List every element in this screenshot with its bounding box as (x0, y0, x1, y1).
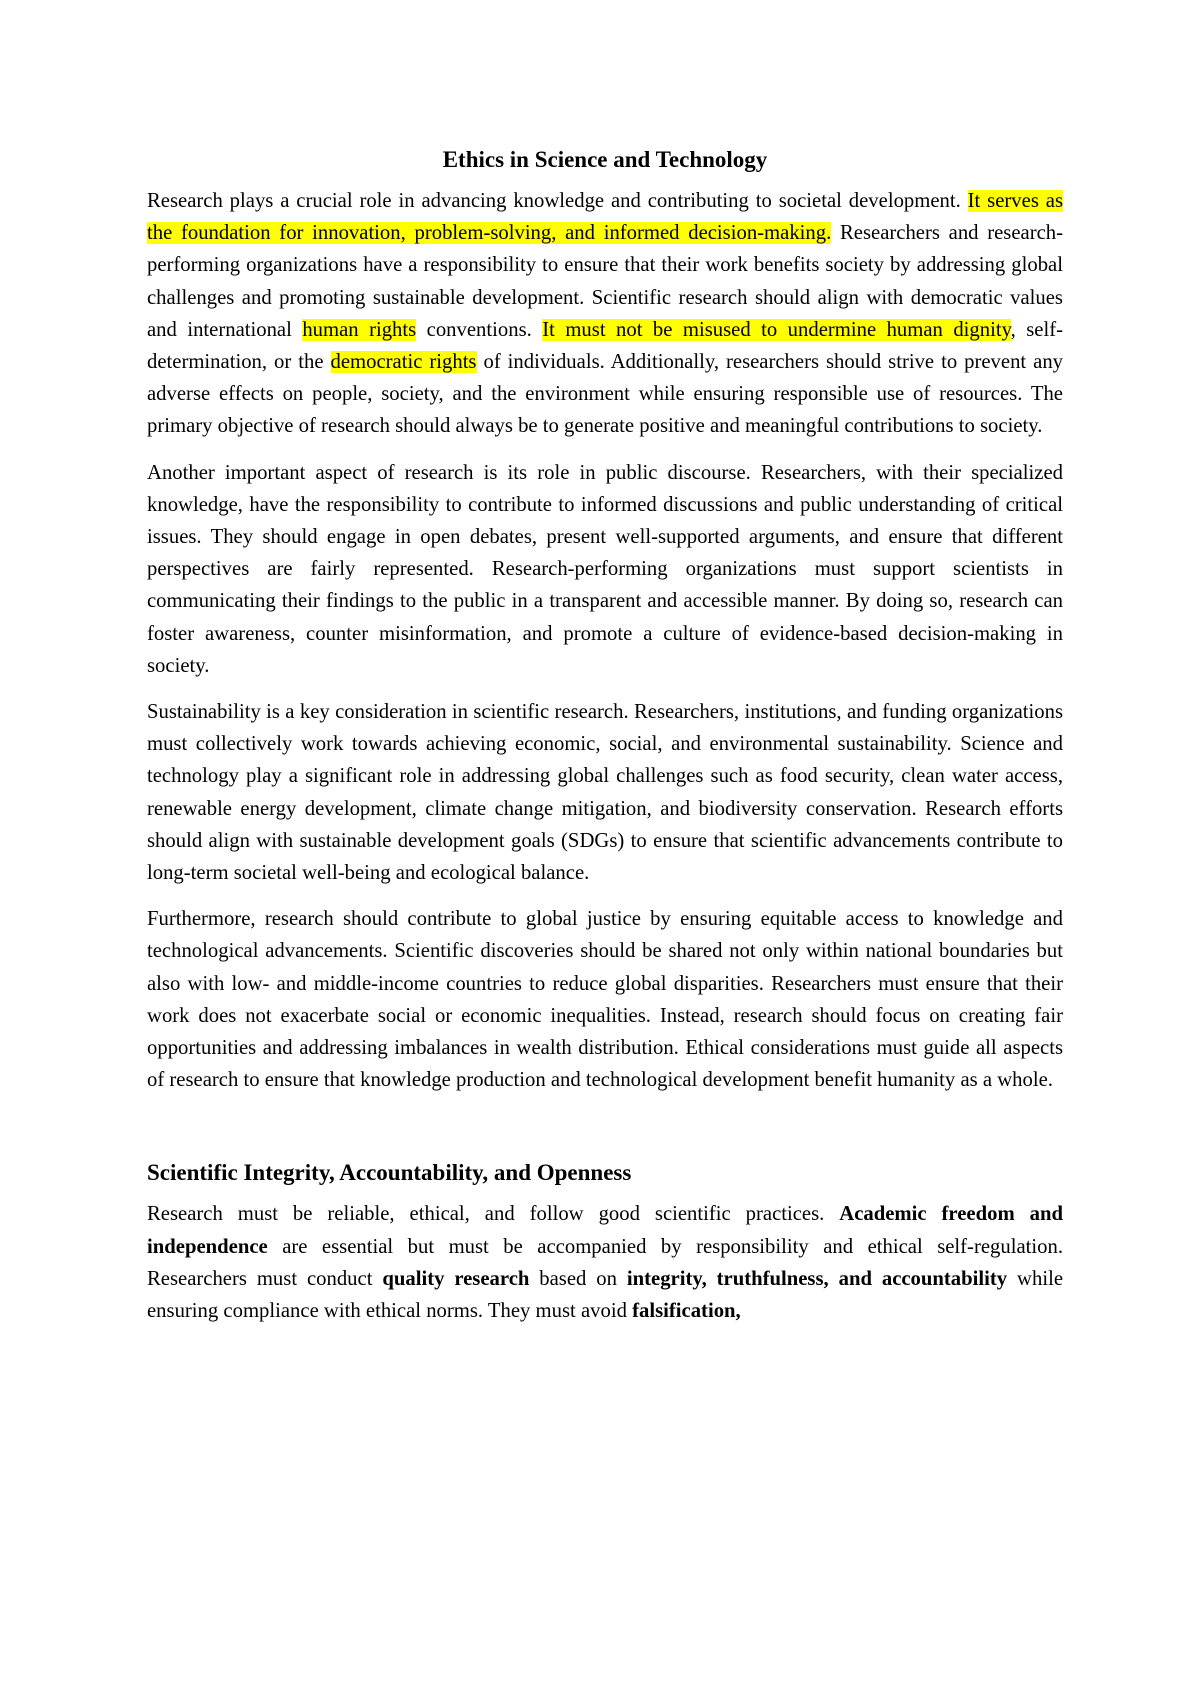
bold-text: Academic freedom and independence (147, 1203, 1063, 1258)
text-run: Sustainability is a key consideration in scientific research. Researchers, institutions, and funding organizations must collectively work towards achieving economic, social, and environmental sustainability. Science and technology play a significant role in addressing global challenges such as food security, clean water access, renewable energy development, climate change mitigation, and biodiversity conservation. Research efforts should align with sustainable development goals (SDGs) to ensure that scientific advancements contribute to long-term societal well-being and ecological balance. (147, 701, 1063, 885)
highlighted-text: human rights (302, 318, 417, 341)
paragraph-global-justice (147, 903, 1063, 1096)
text-run: Researchers and research-performing organizations have a responsibility to ensure that their work benefits society by addressing global challenges and promoting sustainable development. Scientific research should align with democratic values and international (147, 222, 1063, 341)
bold-text: falsification, (632, 1300, 741, 1323)
text-run: Furthermore, research should contribute to global justice by ensuring equitable access to knowledge and technological advancements. Scientific discoveries should be shared not only within national boundaries but also with low- and middle-income countries to reduce global disparities. Researchers must ensure that their work does not exacerbate social or economic inequalities. Instead, research should focus on creating fair opportunities and addressing imbalances in wealth distribution. Ethical considerations must guide all aspects of research to ensure that knowledge production and technological development benefit humanity as a whole. (147, 908, 1063, 1092)
text-run: while ensuring compliance with ethical norms. They must avoid (147, 1267, 1063, 1323)
paragraph-public-discourse (147, 457, 1063, 682)
text-run: conventions. (416, 318, 543, 341)
text-run: of individuals. Additionally, researchers should strive to prevent any adverse effects on people, society, and the environment while ensuring responsible use of resources. The primary objective of research should always be to generate positive and meaningful contributions to society. (147, 351, 1064, 438)
highlighted-text: It must not be misused to undermine human dignity (542, 318, 1011, 341)
bold-text: integrity, truthfulness, and accountability (626, 1267, 1008, 1290)
section-heading: Scientific Integrity, Accountability, and Openness (147, 1160, 632, 1186)
highlighted-text: It serves as the foundation for innovation, problem-solving, and informed decision-making. (147, 190, 1063, 245)
text-run: Research must be reliable, ethical, and follow good scientific practices. (147, 1203, 840, 1226)
paragraph-intro (147, 185, 1063, 443)
text-run: based on (529, 1267, 627, 1290)
text-run: , self-determination, or the (147, 318, 1063, 374)
text-run: are essential but must be accompanied by responsibility and ethical self-regulation. Researchers must conduct (147, 1235, 1063, 1290)
text-run: Another important aspect of research is its role in public discourse. Researchers, with their specialized knowledge, have the responsibility to contribute to informed discussions and public understanding of critical issues. They should engage in open debates, present well-supported arguments, and ensure that different perspectives are fairly represented. Research-performing organizations must support scientists in communicating their findings to the public in a transparent and accessible manner. By doing so, research can foster awareness, counter misinformation, and promote a culture of evidence-based decision-making in society. (147, 461, 1063, 677)
text-run: Research plays a crucial role in advancing knowledge and contributing to societal development. (147, 190, 968, 212)
paragraph-sustainability (147, 696, 1063, 889)
document-title: Ethics in Science and Technology (442, 147, 768, 172)
paragraph-integrity (147, 1198, 1063, 1327)
bold-text: quality research (382, 1267, 530, 1290)
document-body (147, 145, 1063, 1341)
highlighted-text: democratic rights (330, 351, 477, 374)
